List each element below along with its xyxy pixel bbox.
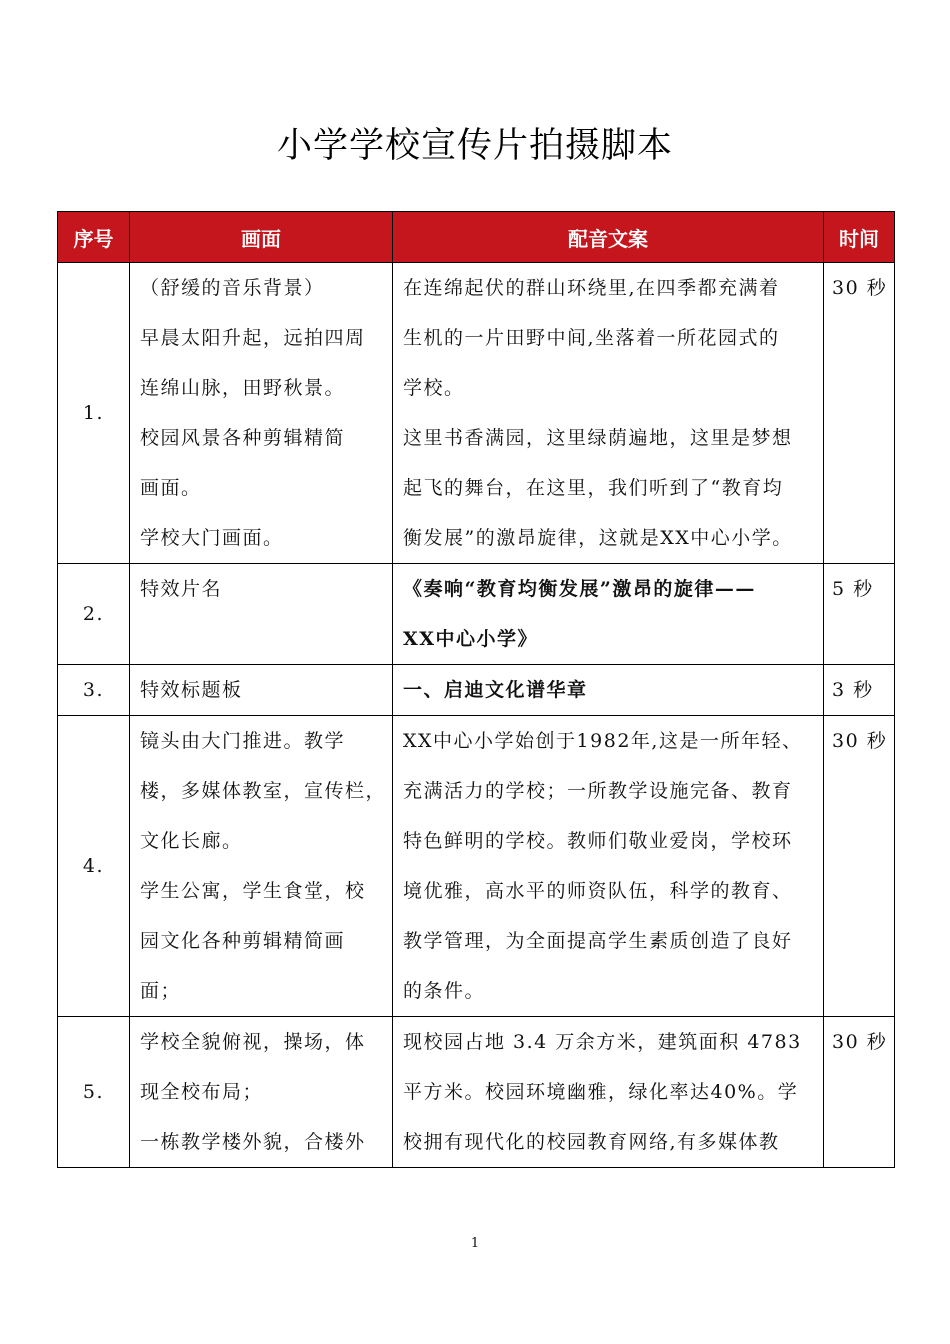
- row-scene: [130, 263, 393, 564]
- row-time: 30 秒: [824, 1017, 895, 1168]
- table-header-row: [58, 212, 895, 263]
- scene-line: 园文化各种剪辑精简画: [140, 930, 346, 952]
- header-narration: 配音文案: [393, 212, 824, 263]
- scene-line: 特效标题板: [140, 679, 243, 701]
- scene-line: 楼，多媒体教室，宣传栏，: [140, 780, 387, 802]
- row-narration: [393, 263, 824, 564]
- scene-line: 连绵山脉，田野秋景。: [140, 377, 346, 399]
- row-narration: [393, 1017, 824, 1168]
- scene-line: 一栋教学楼外貌，合楼外: [140, 1131, 366, 1153]
- row-scene: [130, 665, 393, 716]
- narration-line: 特色鲜明的学校。教师们敬业爱岗，学校环: [403, 830, 793, 852]
- row-narration: [393, 716, 824, 1017]
- narration-line: 教学管理，为全面提高学生素质创造了良好: [403, 930, 793, 952]
- row-index: 5.: [58, 1017, 130, 1168]
- row-scene: [130, 1017, 393, 1168]
- script-table: [57, 211, 895, 1168]
- scene-line: 画面。: [140, 477, 202, 499]
- table-row: [58, 665, 895, 716]
- scene-line: 早晨太阳升起，远拍四周: [140, 327, 366, 349]
- row-time: 30 秒: [824, 716, 895, 1017]
- scene-line: 学生公寓，学生食堂，校: [140, 880, 366, 902]
- page-title: 小学学校宣传片拍摄脚本: [276, 126, 673, 166]
- row-scene: [130, 564, 393, 665]
- table-row: [58, 564, 895, 665]
- row-narration: [393, 564, 824, 665]
- header-time: 时间: [824, 212, 895, 263]
- narration-line: 一、启迪文化谱华章: [403, 679, 588, 701]
- table-row: [58, 263, 895, 564]
- narration-line: XX中心小学始创于1982年,这是一所年轻、: [403, 730, 803, 752]
- row-time: 5 秒: [824, 564, 895, 665]
- scene-line: （舒缓的音乐背景）: [140, 277, 325, 299]
- table-row: [58, 716, 895, 1017]
- scene-line: 镜头由大门推进。教学: [140, 730, 346, 752]
- scene-line: 现全校布局；: [140, 1081, 264, 1103]
- narration-line: 衡发展”的激昂旋律，这就是XX中心小学。: [403, 527, 793, 549]
- narration-line: 起飞的舞台，在这里，我们听到了“教育均: [403, 477, 784, 499]
- row-time: 30 秒: [824, 263, 895, 564]
- narration-line: 的条件。: [403, 980, 486, 1002]
- narration-line: 境优雅，高水平的师资队伍，科学的教育、: [403, 880, 793, 902]
- scene-line: 特效片名: [140, 578, 223, 600]
- row-time: 3 秒: [824, 665, 895, 716]
- narration-line: 在连绵起伏的群山环绕里,在四季都充满着: [403, 277, 780, 299]
- narration-line: 《奏响“教育均衡发展”激昂的旋律——: [403, 578, 756, 600]
- row-narration: [393, 665, 824, 716]
- header-scene: 画面: [130, 212, 393, 263]
- row-index: 2.: [58, 564, 130, 665]
- row-scene: [130, 716, 393, 1017]
- page-number: 1: [470, 1236, 480, 1251]
- scene-line: 学校全貌俯视，操场，体: [140, 1031, 366, 1053]
- narration-line: 平方米。校园环境幽雅，绿化率达40%。学: [403, 1081, 799, 1103]
- scene-line: 学校大门画面。: [140, 527, 284, 549]
- row-index: 4.: [58, 716, 130, 1017]
- narration-line: 学校。: [403, 377, 465, 399]
- narration-line: 充满活力的学校；一所教学设施完备、教育: [403, 780, 793, 802]
- narration-line: XX中心小学》: [403, 628, 538, 650]
- header-index: 序号: [58, 212, 130, 263]
- row-index: 3.: [58, 665, 130, 716]
- narration-line: 生机的一片田野中间,坐落着一所花园式的: [403, 327, 780, 349]
- narration-line: 这里书香满园，这里绿荫遍地，这里是梦想: [403, 427, 793, 449]
- scene-line: 校园风景各种剪辑精简: [140, 427, 346, 449]
- table-row: [58, 1017, 895, 1168]
- scene-line: 文化长廊。: [140, 830, 243, 852]
- narration-line: 校拥有现代化的校园教育网络,有多媒体教: [403, 1131, 780, 1153]
- scene-line: 面；: [140, 980, 182, 1002]
- narration-line: 现校园占地 3.4 万余方米，建筑面积 4783: [403, 1031, 802, 1053]
- row-index: 1.: [58, 263, 130, 564]
